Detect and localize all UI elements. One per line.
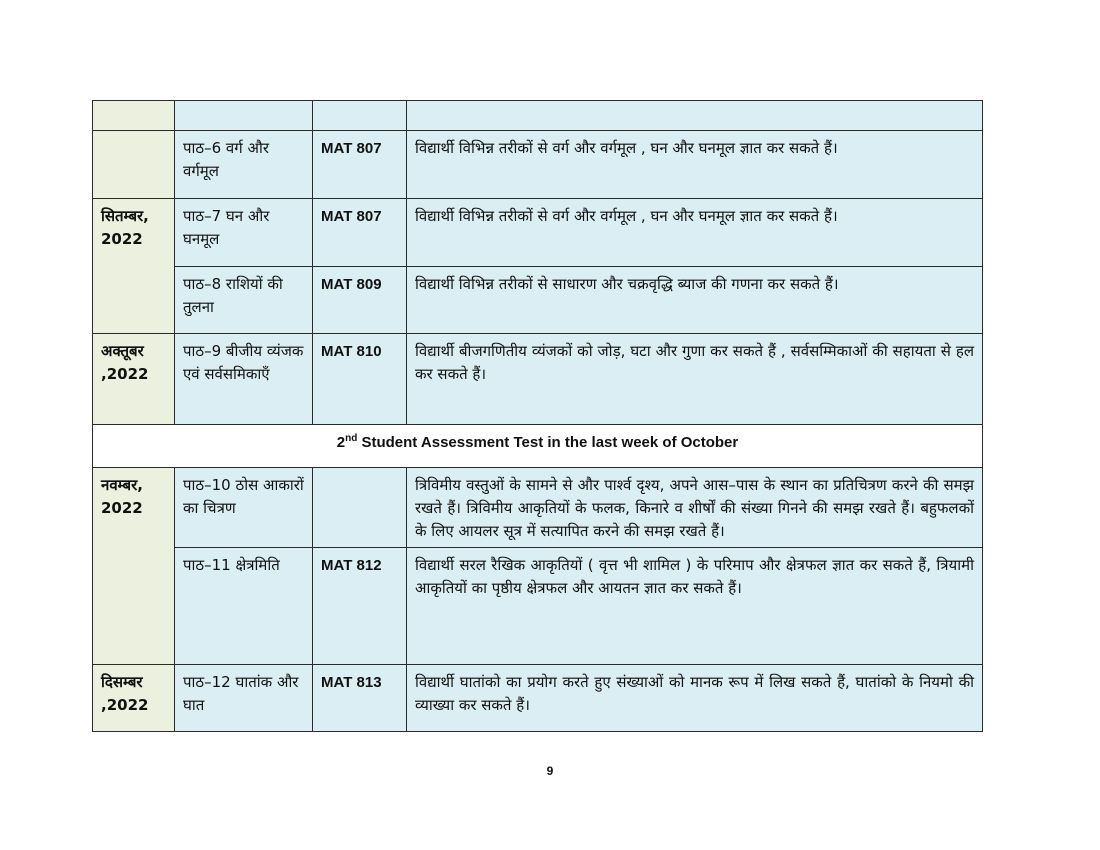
code-cell: MAT 810 [313,334,407,425]
table-row [93,267,983,334]
code-cell: MAT 812 [313,548,407,665]
month-cell [93,131,175,199]
outcome-cell: विद्यार्थी विभिन्न तरीकों से वर्ग और वर्गमूल , घन और घनमूल ज्ञात कर सकते हैं। [407,131,983,199]
code-cell: MAT 807 [313,199,407,267]
lesson-cell: पाठ–10 ठोस आकारों का चित्रण [175,468,313,548]
code-cell: MAT 809 [313,267,407,334]
code-cell [313,468,407,548]
outcome-cell: त्रिविमीय वस्तुओं के सामने से और पार्श्व दृश्य, अपने आस–पास के स्थान का प्रतिचित्रण करने की समझ रखते हैं। त्रिविमीय आकृतियों के फलक, किनारे व शीर्षों की संख्या गिनने की समझ रखते हैं। बहुफलकों के लिए आयलर सूत्र में सत्यापित करने की समझ रखते हैं। [407,468,983,548]
lesson-cell: पाठ–6 वर्ग और वर्गमूल [175,131,313,199]
outcome-cell: विद्यार्थी सरल रैखिक आकृतियों ( वृत्त भी शामिल ) के परिमाप और क्षेत्रफल ज्ञात कर सकते हैं, त्रियामी आकृतियों का पृष्ठीय क्षेत्रफल और आयतन ज्ञात कर सकते हैं। [407,548,983,665]
lesson-cell: पाठ–8 राशियों की तुलना [175,267,313,334]
test-ordinal-suffix: nd [345,433,358,444]
table-row [93,199,983,267]
code-cell: MAT 807 [313,131,407,199]
table-row [93,334,983,425]
syllabus-table [92,100,983,732]
code-cell: MAT 813 [313,665,407,732]
table-row [93,131,983,199]
table-row [93,548,983,665]
test-ordinal: 2 [336,434,346,451]
page-number: 9 [546,764,554,778]
test-text: Student Assessment Test in the last week of October [357,434,739,451]
outcome-cell: विद्यार्थी बीजगणितीय व्यंजकों को जोड़, घटा और गुणा कर सकते हैं , सर्वसम्मिकाओं की सहायता से हल कर सकते हैं। [407,334,983,425]
month-cell [93,101,175,131]
lesson-cell: पाठ–7 घन और घनमूल [175,199,313,267]
outcome-cell: विद्यार्थी विभिन्न तरीकों से साधारण और चक्रवृद्धि ब्याज की गणना कर सकते हैं। [407,267,983,334]
month-cell: नवम्बर, 2022 [93,468,175,665]
code-cell [313,101,407,131]
table-row [93,425,983,468]
lesson-cell: पाठ–9 बीजीय व्यंजक एवं सर्वसमिकाएँ [175,334,313,425]
table-row [93,101,983,131]
lesson-cell [175,101,313,131]
month-cell: अक्तूबर ,2022 [93,334,175,425]
table-row [93,665,983,732]
lesson-cell: पाठ–11 क्षेत्रमिति [175,548,313,665]
outcome-cell [407,101,983,131]
month-cell: सितम्बर, 2022 [93,199,175,334]
outcome-cell: विद्यार्थी घातांको का प्रयोग करते हुए संख्याओं को मानक रूप में लिख सकते हैं, घातांको के नियमो की व्याख्या कर सकते हैं। [407,665,983,732]
assessment-test-banner [93,425,983,468]
lesson-cell: पाठ–12 घातांक और घात [175,665,313,732]
outcome-cell: विद्यार्थी विभिन्न तरीकों से वर्ग और वर्गमूल , घन और घनमूल ज्ञात कर सकते हैं। [407,199,983,267]
table-row [93,468,983,548]
month-cell: दिसम्बर ,2022 [93,665,175,732]
